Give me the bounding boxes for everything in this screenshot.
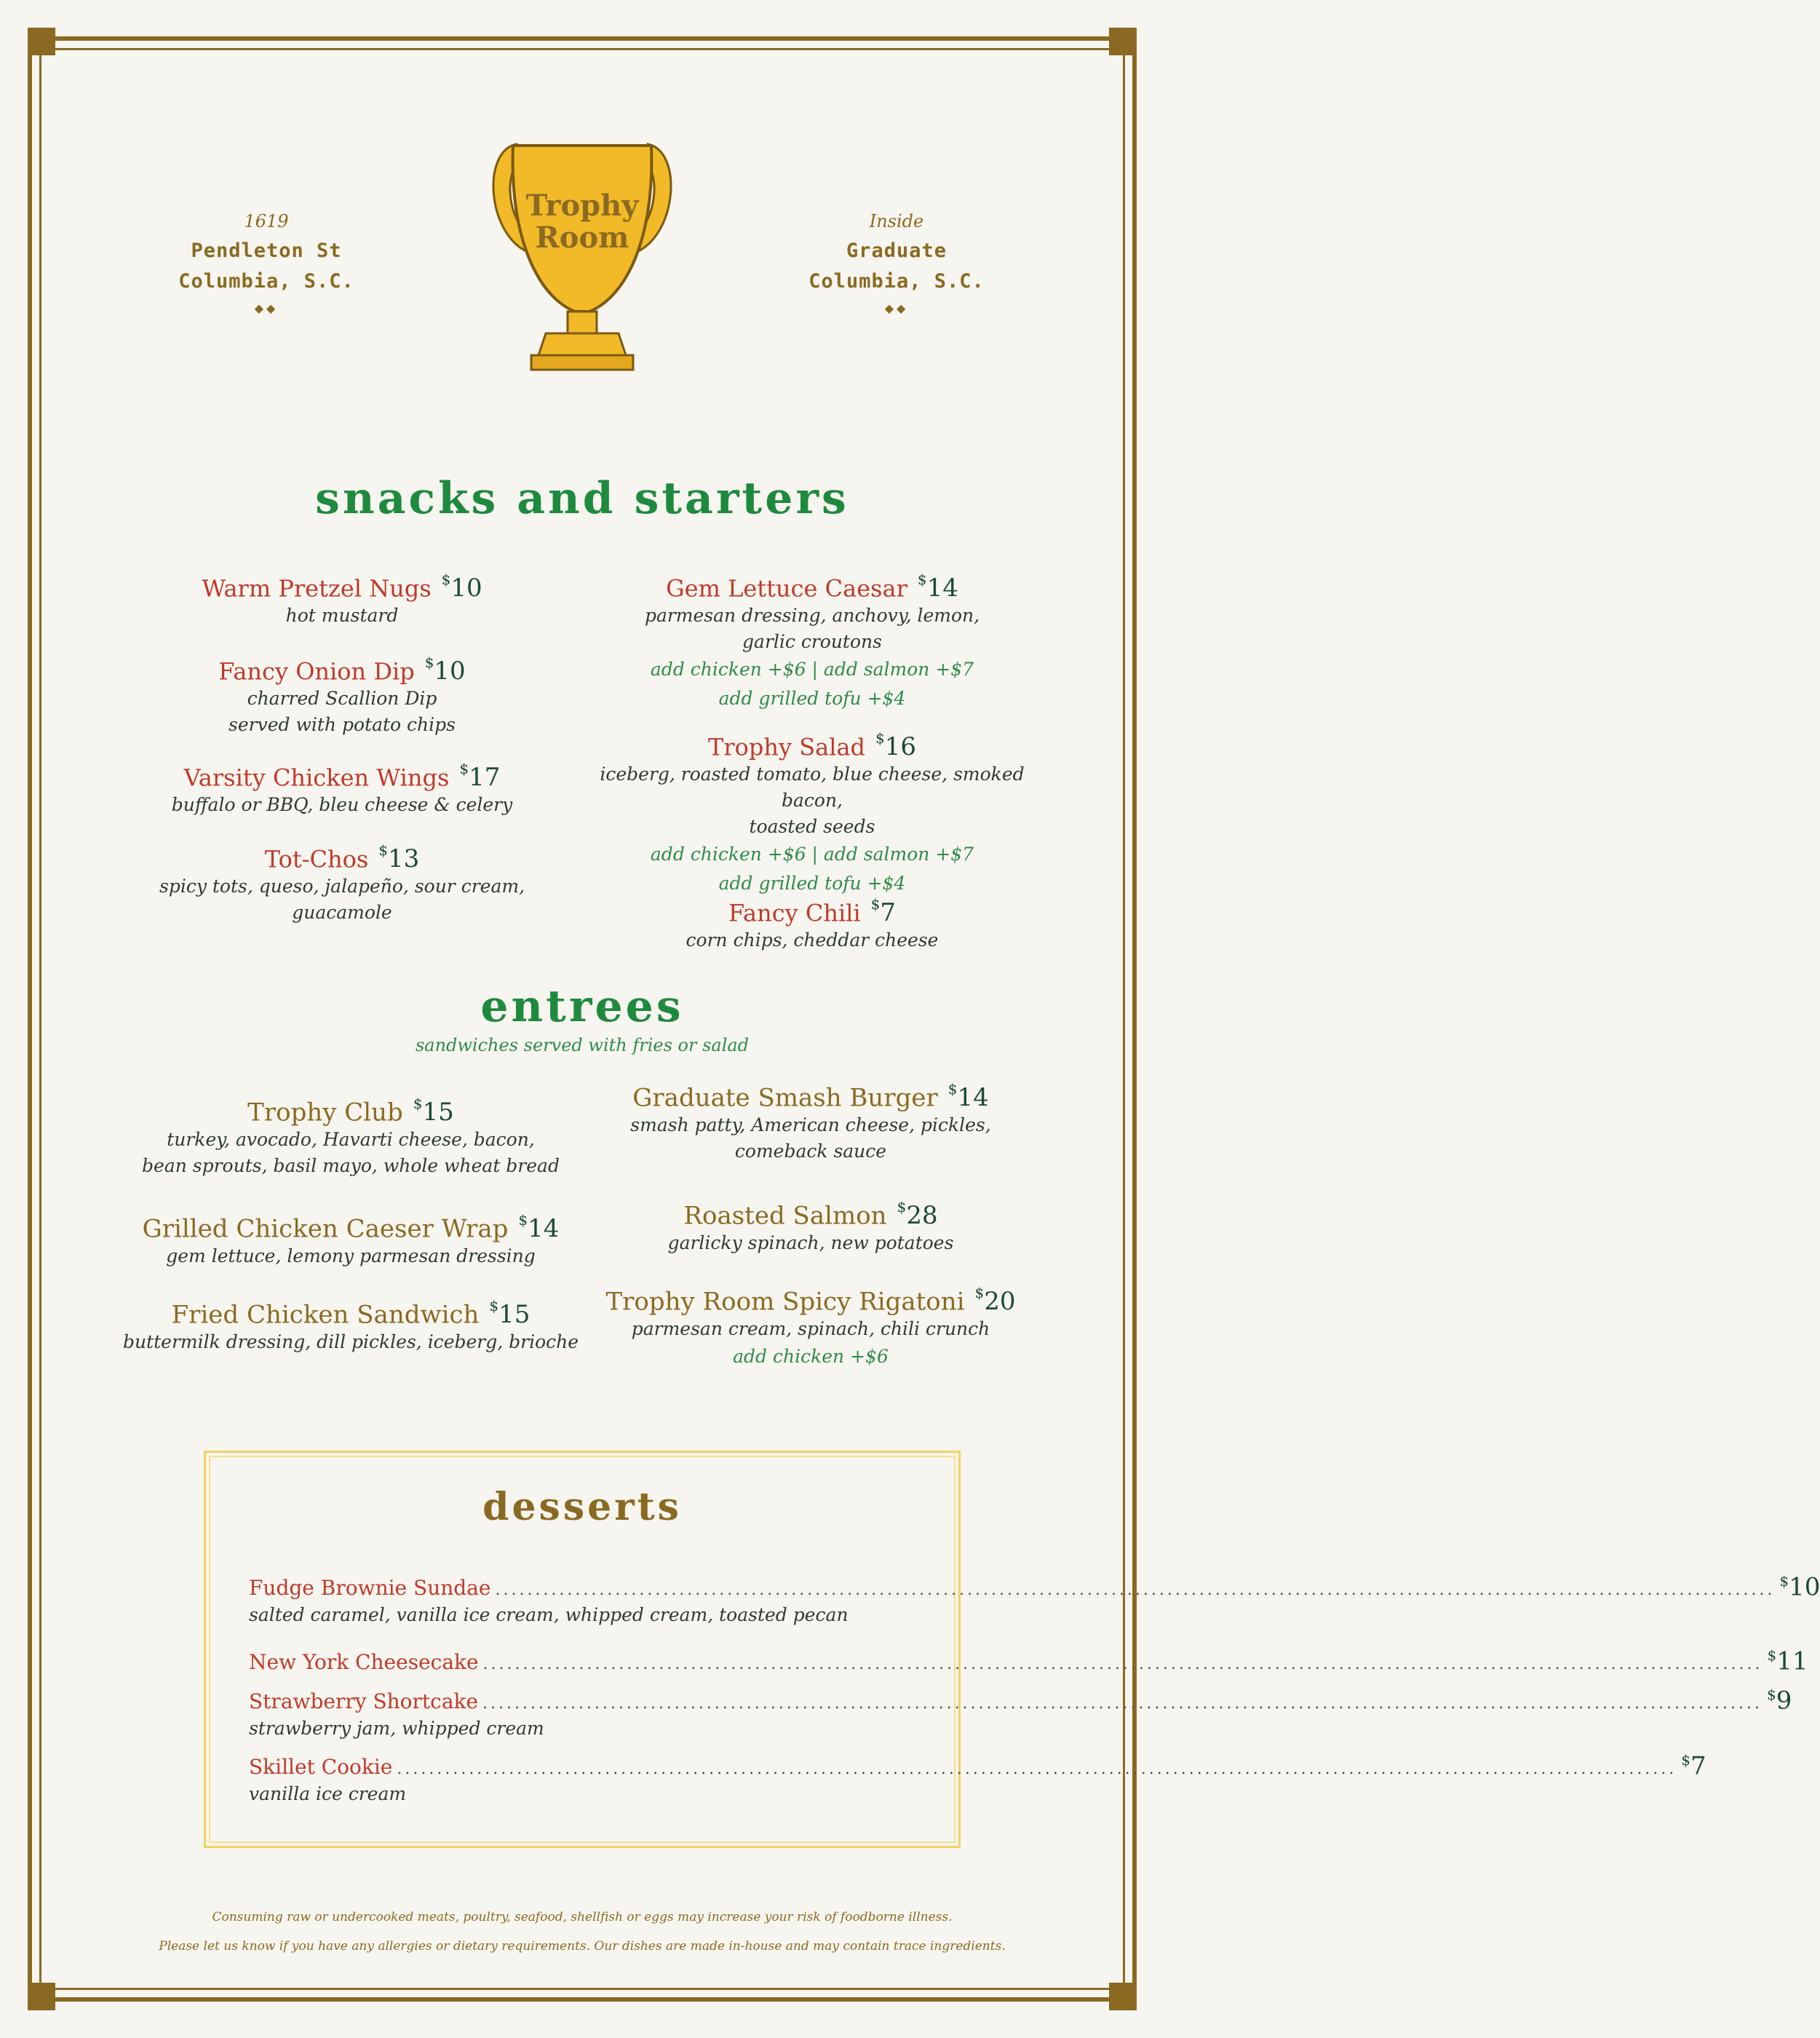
item-price bbox=[459, 760, 501, 793]
item-description: buttermilk dressing, dill pickles, iceberg, brioche bbox=[122, 1331, 579, 1353]
menu-item bbox=[109, 841, 575, 926]
item-price bbox=[413, 1095, 454, 1127]
item-name: Fancy Chili bbox=[728, 899, 861, 927]
dot-leader: ................................................................................................................................................................ bbox=[482, 1694, 1763, 1713]
item-description: smash patty, American cheese, pickles, bbox=[630, 1114, 991, 1136]
dessert-description: salted caramel, vanilla ice cream, whipped cream, toasted pecan bbox=[249, 1604, 849, 1625]
item-addon: add grilled tofu +$4 bbox=[718, 873, 906, 895]
price-value: 14 bbox=[926, 574, 958, 603]
dessert-description: vanilla ice cream bbox=[249, 1783, 407, 1804]
currency-symbol: $ bbox=[875, 729, 885, 747]
item-description: charred Scallion Dip bbox=[247, 688, 437, 710]
diamond-ornament-icon: ◆◆ bbox=[884, 301, 909, 315]
address-left-city: Columbia, S.C. bbox=[178, 270, 354, 293]
dessert-row bbox=[249, 1751, 1706, 1781]
footer-disclaimer-1: Consuming raw or undercooked meats, poultry, seafood, shellfish or eggs may increase your risk of foodborne illness. bbox=[212, 1910, 953, 1924]
price-value: 14 bbox=[528, 1214, 560, 1244]
footer-disclaimer-2: Please let us know if you have any allergies or dietary requirements. Our dishes are made in-house and may contain trace ingredients. bbox=[159, 1939, 1006, 1954]
currency-symbol: $ bbox=[1767, 1686, 1776, 1703]
address-left-street: Pendleton St bbox=[191, 239, 342, 262]
item-description: hot mustard bbox=[285, 605, 399, 627]
menu-item bbox=[578, 1198, 1044, 1256]
item-price bbox=[974, 1284, 1016, 1317]
item-addon: add grilled tofu +$4 bbox=[718, 688, 906, 710]
corner-bottom-left bbox=[28, 1983, 55, 2010]
price-value: 10 bbox=[450, 574, 482, 603]
price-value: 7 bbox=[880, 898, 897, 928]
currency-symbol: $ bbox=[1767, 1646, 1777, 1664]
price-value: 14 bbox=[957, 1083, 989, 1113]
item-description: gem lettuce, lemony parmesan dressing bbox=[166, 1245, 536, 1267]
logo-text-trophy: Trophy bbox=[525, 189, 639, 223]
dessert-row bbox=[249, 1686, 1792, 1716]
price-value: 10 bbox=[434, 657, 466, 686]
currency-symbol: $ bbox=[974, 1284, 985, 1301]
dessert-price bbox=[1779, 1572, 1820, 1601]
item-description: garlic croutons bbox=[742, 631, 882, 653]
item-description: turkey, avocado, Havarti cheese, bacon, bbox=[167, 1129, 535, 1151]
address-right-venue: Graduate bbox=[846, 239, 947, 262]
currency-symbol: $ bbox=[947, 1080, 958, 1098]
dot-leader: ................................................................................................................................................................ bbox=[495, 1581, 1776, 1600]
currency-symbol: $ bbox=[489, 1297, 499, 1315]
price-value: 15 bbox=[422, 1098, 454, 1127]
border-bottom-outer bbox=[28, 1997, 1137, 2002]
item-price bbox=[917, 571, 958, 603]
item-price bbox=[424, 654, 466, 686]
currency-symbol: $ bbox=[459, 760, 469, 777]
currency-symbol: $ bbox=[870, 895, 881, 913]
menu-item bbox=[579, 571, 1045, 713]
address-right bbox=[787, 211, 1006, 315]
price-value: 28 bbox=[906, 1201, 938, 1231]
price-value: 11 bbox=[1776, 1646, 1808, 1676]
dessert-description: strawberry jam, whipped cream bbox=[249, 1718, 544, 1739]
menu-item bbox=[109, 654, 575, 738]
item-name: Varsity Chicken Wings bbox=[183, 764, 450, 792]
item-description: parmesan cream, spinach, chili crunch bbox=[631, 1318, 990, 1340]
currency-symbol: $ bbox=[1681, 1751, 1691, 1769]
currency-symbol: $ bbox=[518, 1211, 528, 1229]
address-right-city: Columbia, S.C. bbox=[808, 270, 985, 293]
item-description: corn chips, cheddar cheese bbox=[686, 929, 939, 951]
item-price bbox=[518, 1211, 560, 1244]
item-description: buffalo or BBQ, bleu cheese & celery bbox=[171, 794, 513, 816]
item-price bbox=[870, 895, 897, 928]
item-name: Graduate Smash Burger bbox=[632, 1083, 938, 1113]
price-value: 7 bbox=[1690, 1751, 1706, 1781]
corner-top-right bbox=[1109, 28, 1137, 55]
item-description: parmesan dressing, anchovy, lemon, bbox=[644, 605, 980, 627]
dessert-name: Strawberry Shortcake bbox=[249, 1689, 479, 1714]
item-price bbox=[875, 729, 917, 762]
desserts-title: desserts bbox=[482, 1485, 682, 1529]
price-value: 9 bbox=[1776, 1686, 1792, 1716]
currency-symbol: $ bbox=[917, 571, 927, 588]
price-value: 20 bbox=[984, 1287, 1016, 1317]
trophy-logo bbox=[480, 130, 684, 399]
dessert-row bbox=[249, 1646, 1808, 1676]
entrees-title: entrees bbox=[480, 981, 684, 1032]
item-name: Grilled Chicken Caeser Wrap bbox=[142, 1214, 509, 1244]
diamond-ornament-icon: ◆◆ bbox=[254, 301, 279, 315]
border-bottom-inner bbox=[28, 1988, 1137, 1990]
menu-item bbox=[109, 571, 575, 629]
item-name: Trophy Club bbox=[247, 1098, 403, 1127]
currency-symbol: $ bbox=[441, 571, 451, 588]
price-value: 16 bbox=[884, 732, 917, 762]
currency-symbol: $ bbox=[378, 841, 389, 859]
menu-item bbox=[118, 1095, 584, 1179]
menu-item bbox=[579, 895, 1045, 953]
menu-item bbox=[578, 1284, 1044, 1371]
item-addon: add chicken +$6 bbox=[733, 1346, 889, 1368]
item-description: served with potato chips bbox=[229, 714, 456, 736]
item-addon: add chicken +$6 | add salmon +$7 bbox=[650, 844, 974, 865]
dessert-row bbox=[249, 1572, 1820, 1602]
item-description: iceberg, roasted tomato, blue cheese, smoked bacon, bbox=[600, 764, 1025, 812]
corner-bottom-right bbox=[1109, 1983, 1137, 2010]
dessert-name: Skillet Cookie bbox=[249, 1755, 393, 1780]
item-price bbox=[378, 841, 420, 874]
dessert-name: New York Cheesecake bbox=[249, 1650, 479, 1675]
dessert-name: Fudge Brownie Sundae bbox=[249, 1576, 491, 1601]
item-price bbox=[489, 1297, 530, 1330]
logo-text-room: Room bbox=[535, 221, 629, 255]
menu-item bbox=[578, 1080, 1044, 1165]
dot-leader: ................................................................................................................................................................ bbox=[397, 1760, 1677, 1779]
item-name: Gem Lettuce Caesar bbox=[666, 574, 907, 603]
item-price bbox=[947, 1080, 989, 1113]
item-description: comeback sauce bbox=[734, 1141, 887, 1162]
item-description: bean sprouts, basil mayo, whole wheat bread bbox=[142, 1155, 560, 1177]
menu-item bbox=[579, 729, 1045, 898]
currency-symbol: $ bbox=[897, 1198, 907, 1216]
corner-top-left bbox=[28, 28, 55, 55]
item-name: Fried Chicken Sandwich bbox=[171, 1300, 480, 1330]
price-value: 10 bbox=[1789, 1572, 1820, 1602]
dessert-price bbox=[1681, 1751, 1706, 1780]
item-price bbox=[897, 1198, 938, 1231]
address-left-number: 1619 bbox=[244, 211, 289, 231]
currency-symbol: $ bbox=[1779, 1572, 1789, 1590]
item-name: Trophy Salad bbox=[707, 733, 866, 761]
entrees-subtitle: sandwiches served with fries or salad bbox=[415, 1035, 750, 1055]
price-value: 15 bbox=[498, 1300, 530, 1330]
dessert-price bbox=[1767, 1646, 1808, 1676]
menu-item bbox=[118, 1211, 584, 1269]
item-description: garlicky spinach, new potatoes bbox=[667, 1232, 954, 1254]
item-name: Roasted Salmon bbox=[683, 1201, 887, 1231]
item-name: Warm Pretzel Nugs bbox=[202, 574, 432, 603]
currency-symbol: $ bbox=[413, 1095, 423, 1112]
price-value: 17 bbox=[469, 763, 501, 793]
item-name: Tot-Chos bbox=[264, 845, 369, 873]
address-right-label: Inside bbox=[869, 211, 924, 231]
price-value: 13 bbox=[388, 844, 420, 874]
menu-item bbox=[109, 760, 575, 818]
dot-leader: ................................................................................................................................................................ bbox=[482, 1655, 1763, 1674]
item-description: toasted seeds bbox=[749, 816, 875, 838]
item-price bbox=[441, 571, 482, 603]
item-description: spicy tots, queso, jalapeño, sour cream, guacamole bbox=[159, 876, 525, 924]
dessert-price bbox=[1767, 1686, 1792, 1715]
border-top-outer bbox=[28, 36, 1137, 41]
snacks-title: snacks and starters bbox=[315, 473, 849, 524]
border-top-inner bbox=[28, 48, 1137, 50]
address-left bbox=[157, 211, 375, 315]
item-name: Fancy Onion Dip bbox=[218, 657, 415, 686]
item-addon: add chicken +$6 | add salmon +$7 bbox=[650, 659, 974, 681]
menu-item bbox=[118, 1297, 584, 1355]
currency-symbol: $ bbox=[424, 654, 434, 671]
item-name: Trophy Room Spicy Rigatoni bbox=[605, 1287, 965, 1317]
